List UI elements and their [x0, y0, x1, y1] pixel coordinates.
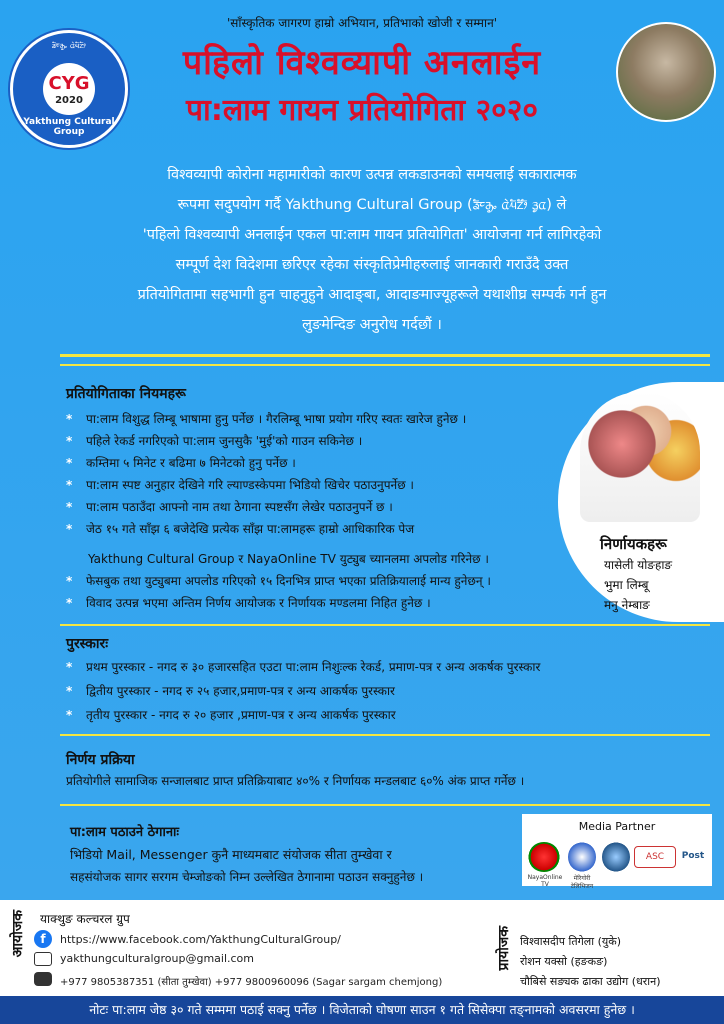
rule-item: [66, 454, 296, 472]
judge-name: भुमा लिम्बू: [604, 578, 649, 592]
divider: [60, 624, 710, 626]
prize-item: [66, 658, 540, 676]
decision-title: निर्णय प्रक्रिया: [66, 752, 135, 768]
intro-line: सम्पूर्ण देश विदेशमा छरिएर रहेका संस्कृतिप्रेमीहरुलाई जानकारी गराउँदै उक्त: [175, 257, 569, 273]
judges-title: निर्णायकहरू: [600, 535, 667, 553]
intro-line: 'पहिलो विश्वव्यापी अनलाईन एकल पा:लाम गायन प्रतियोगिता' आयोजना गर्न लागिरहेको: [142, 227, 602, 243]
rule-text: जेठ १५ गते साँझ ६ बजेदेखि प्रत्येक साँझ पा:लामहरू हाम्रो आधिकारिक पेज: [86, 522, 415, 536]
logo-ring-text-top: ᤕᤠᤰᤌᤢᤱ ᤂᤧᤘᤠᤁᤥ: [51, 41, 86, 51]
rule-item: [66, 410, 466, 428]
bullet: *: [66, 574, 73, 588]
bullet: *: [66, 478, 73, 492]
dance-photo: [616, 22, 716, 122]
rule-text: विवाद उत्पन्न भएमा अन्तिम निर्णय आयोजक र निर्णायक मण्डलमा निहित हुनेछ ।: [86, 596, 431, 610]
prize-text: द्वितीय पुरस्कार - नगद रु २५ हजार,प्रमाण-पत्र र अन्य आकर्षक पुरस्कार: [86, 684, 395, 698]
rule-item: [66, 572, 491, 590]
rule-item: [66, 594, 431, 612]
intro-line: प्रतियोगितामा सहभागी हुन चाहनुहुने आदाङ्बा, आदाङमाज्यूहरूले यथाशीघ्र सम्पर्क गर्न हुन: [137, 287, 607, 303]
partner-name: मेरिगोरी टेलिभिजन: [570, 875, 594, 890]
rule-continuation: Yakthung Cultural Group र NayaOnline TV युट्युब च्यानलमा अपलोड गरिनेछ ।: [88, 552, 489, 566]
rule-item: [66, 498, 393, 516]
divider: [60, 364, 710, 366]
bullet: *: [66, 456, 73, 470]
tagline: 'साँस्कृतिक जागरण हाम्रो अभियान, प्रतिभाको खोजी र सम्मान': [226, 16, 498, 30]
judge-name: यासेली योङहाङ: [604, 558, 673, 572]
media-partner-title: Media Partner: [578, 820, 656, 833]
media-partner-box: [522, 814, 712, 890]
page-title-line2: पा:लाम गायन प्रतियोगिता २०२०: [186, 93, 538, 128]
rule-text: पहिले रेकर्ड नगरिएको पा:लाम जुनसुकै 'मुई'को गाउन सकिनेछ ।: [86, 434, 363, 448]
nayaonline-logo: [528, 842, 560, 872]
bullet: *: [66, 434, 73, 448]
rule-item: [66, 476, 414, 494]
partner-logo: [568, 842, 596, 872]
divider: [60, 354, 710, 357]
post-logo: Post: [676, 846, 710, 866]
email-icon: [34, 952, 52, 966]
page-title-line1: पहिलो विश्वव्यापी अनलाईन: [182, 43, 542, 83]
address-title: पा:लाम पठाउने ठेगानाः: [70, 825, 180, 840]
rules-title: प्रतियोगिताका नियमहरू: [66, 386, 186, 402]
rule-item: [66, 520, 414, 538]
sponsor-item: चौबिसे सङ्यक ढाका उद्योग (धरान): [520, 975, 661, 988]
bullet: *: [66, 684, 73, 698]
judges-photo: [580, 392, 700, 522]
prizes-title: पुरस्कारः: [66, 636, 109, 652]
rule-item: [66, 432, 362, 450]
bullet: *: [66, 500, 73, 514]
sponsor-item: विश्वासदीप तिगेला (युके): [520, 935, 622, 948]
divider: [60, 734, 710, 736]
facebook-icon: f: [34, 930, 52, 948]
organizer-name: याक्थुङ कल्चरल ग्रुप: [40, 912, 130, 926]
sponsor-label: प्रायोजक: [496, 926, 512, 971]
organizer-label: आयोजक: [10, 910, 26, 958]
bullet: *: [66, 522, 73, 536]
rule-text: पा:लाम पठाउँदा आफ्नो नाम तथा ठेगाना स्पष्टसँग लेखेर पठाउनुपर्ने छ ।: [86, 500, 393, 514]
address-line: भिडियो Mail, Messenger कुनै माध्यमबाट संयोजक सीता तुम्खेवा र: [70, 847, 392, 862]
logo-year: 2020: [55, 95, 83, 106]
address-line: सहसंयोजक सागर सरगम चेम्जोङको निम्न उल्लेखित ठेगानामा पठाउन सक्नुहुनेछ ।: [70, 870, 424, 884]
judge-name: मनु नेम्बाङ: [604, 598, 650, 612]
footer-note: नोटः पा:लाम जेष्ठ ३० गते सम्ममा पठाई सक्नु पर्नेछ । विजेताको घोषणा साउन १ गते सिसेक्पा तङ्नामको अवसरमा हुनेछ ।: [0, 996, 724, 1024]
divider: [60, 804, 710, 806]
intro-line: रूपमा सदुपयोग गर्दै Yakthung Cultural Group (ᤕᤠᤰᤌᤢᤱ ᤂᤧᤘᤠᤁᤥᤠ ᤋᤢᤂ) ले: [177, 197, 567, 213]
bullet: *: [66, 412, 73, 426]
asc-logo: ASC: [634, 846, 676, 868]
prize-text: प्रथम पुरस्कार - नगद रु ३० हजारसहित एउटा पा:लाम निशुःल्क रेकर्ड, प्रमाण-पत्र र अन्य अकर्षक पुरस्कार: [86, 660, 541, 674]
logo-core: [43, 63, 95, 115]
logo-initials: CYG: [48, 73, 90, 94]
rule-text: पा:लाम विशुद्ध लिम्बू भाषामा हुनु पर्नेछ । गैरलिम्बू भाषा प्रयोग गरिए स्वतः खारेज हुनेछ ।: [86, 412, 467, 426]
bullet: *: [66, 596, 73, 610]
prize-item: [66, 706, 396, 724]
decision-text: प्रतियोगीले सामाजिक सन्जालबाट प्राप्त प्रतिक्रियाबाट ४०% र निर्णायक मन्डलबाट ६०% अंक प्राप्त गर्नेछ ।: [66, 774, 525, 788]
email-address[interactable]: yakthungculturalgroup@gmail.com: [60, 952, 254, 965]
intro-paragraph: [60, 160, 684, 340]
logo-ring-text-bottom: Yakthung Cultural Group: [23, 117, 115, 137]
rule-text: पा:लाम स्पष्ट अनुहार देखिने गरि ल्याण्डस्केपमा भिडियो खिचेर पठाउनुपर्नेछ ।: [86, 478, 414, 492]
rule-text: कम्तिमा ५ मिनेट र बढिमा ७ मिनेटको हुनु पर्नेछ ।: [86, 456, 296, 470]
sponsor-item: रोशन यक्सो (हङकङ): [520, 955, 608, 968]
partner-logo: [602, 842, 630, 872]
facebook-link[interactable]: https://www.facebook.com/YakthungCulturalGroup/: [60, 933, 341, 946]
rule-text: फेसबुक तथा युट्युबमा अपलोड गरिएको १५ दिनभित्र प्राप्त भएका प्रतिक्रियालाई मान्य हुनेछन् ।: [86, 574, 491, 588]
phone-icon: [34, 972, 52, 986]
prize-text: तृतीय पुरस्कार - नगद रु २० हजार ,प्रमाण-पत्र र अन्य आकर्षक पुरस्कार: [86, 708, 396, 722]
intro-line: लुङमेन्दिङ अनुरोध गर्दछौं ।: [302, 317, 442, 333]
phone-numbers: +977 9805387351 (सीता तुम्खेवा) +977 9800960096 (Sagar sargam chemjong): [60, 977, 443, 988]
bullet: *: [66, 708, 73, 722]
bullet: *: [66, 660, 73, 674]
partner-name: NayaOnline TV: [527, 874, 563, 888]
intro-line: विश्वव्यापी कोरोना महामारीको कारण उत्पन्न लकडाउनको समयलाई सकारात्मक: [167, 167, 577, 183]
prize-item: [66, 682, 395, 700]
